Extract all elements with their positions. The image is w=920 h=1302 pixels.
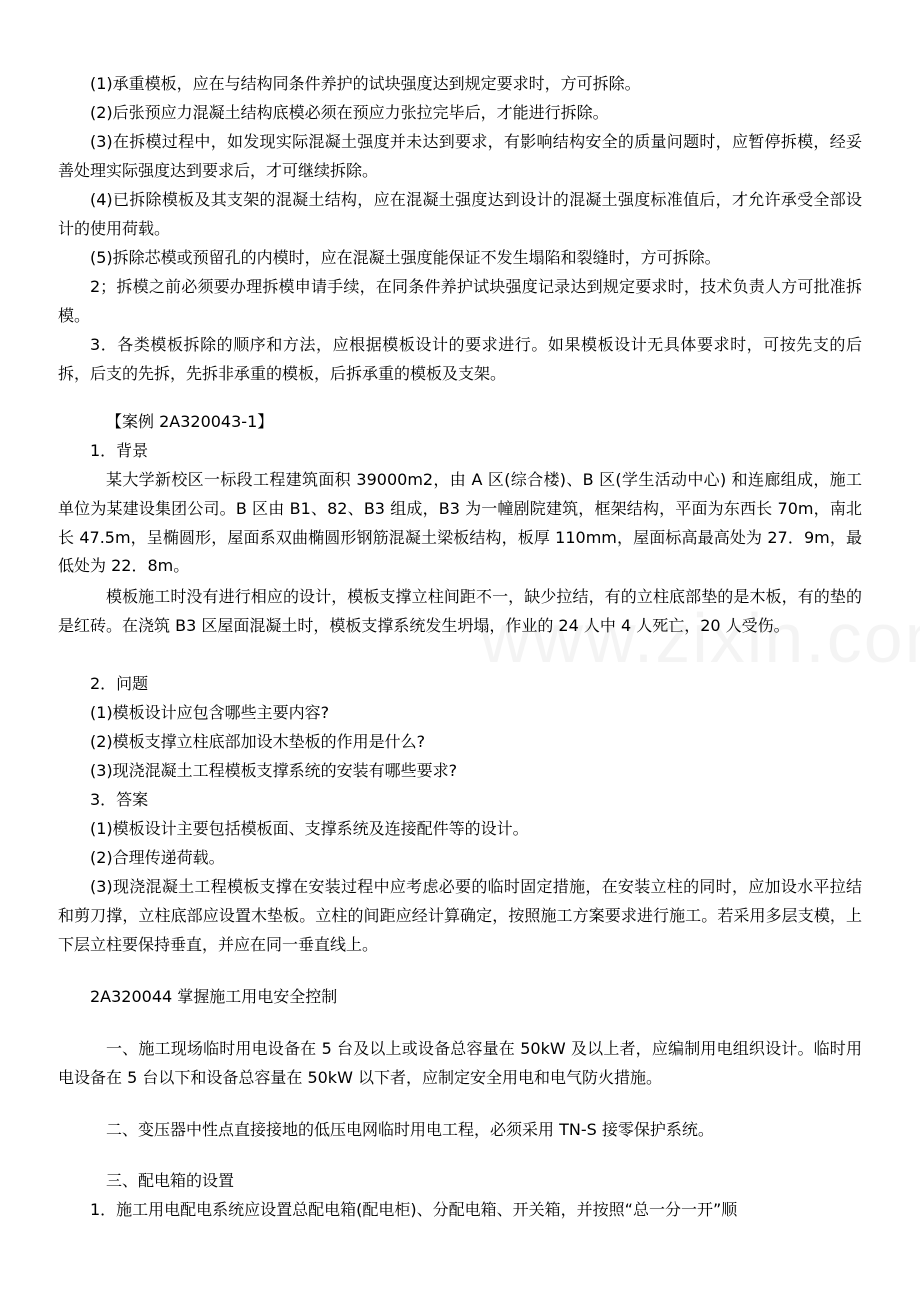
answer-3: (3)现浇混凝土工程模板支撑在安装过程中应考虑必要的临时固定措施，在安装立柱的同时，应加设水平拉结和剪刀撑，立柱底部应设置木垫板。立柱的间距应经计算确定，按照施工方案要求进行施工。若采用多层支模，上下层立柱要保持垂直，并应在同一垂直线上。 [58, 877, 862, 954]
question-2: (2)模板支撑立柱底部加设木垫板的作用是什么? [90, 732, 426, 751]
item-three-point-1: 1．施工用电配电系统应设置总配电箱(配电柜)、分配电箱、开关箱，并按照“总一分一开”顺 [90, 1200, 738, 1219]
paragraph-6: 2；拆模之前必须要办理拆模申请手续，在同条件养护试块强度记录达到规定要求时，技术负责人方可批准拆模。 [58, 277, 862, 325]
case-heading: 【案例 2A320043-1】 [106, 412, 274, 431]
paragraph-background: 某大学新校区一标段工程建筑面积 39000m2，由 A 区(综合楼)、B 区(学生活动中心) 和连廊组成，施工单位为某建设集团公司。B 区由 B1、82、B3 组成，B3 为一幢剧院建筑，框架结构，平面为东西长 70m，南北长 47.5m，呈椭圆形，屋面系双曲椭圆形钢筋混凝土梁板结构，板厚 110mm，屋面标高最高处为 27．9m，最低处为 22．8m。 [58, 470, 862, 576]
item-three-heading: 三、配电箱的设置 [106, 1171, 235, 1190]
paragraph-5: (5)拆除芯模或预留孔的内模时，应在混凝土强度能保证不发生塌陷和裂缝时，方可拆除。 [90, 248, 721, 267]
question-3: (3)现浇混凝土工程模板支撑系统的安装有哪些要求? [90, 761, 458, 780]
section-answers: 3．答案 [90, 790, 149, 809]
item-one: 一、施工现场临时用电设备在 5 台及以上或设备总容量在 50kW 及以上者，应编制用电组织设计。临时用电设备在 5 台以下和设备总容量在 50kW 以下者，应制定安全用电和电气防火措施。 [58, 1039, 862, 1087]
paragraph-incident: 模板施工时没有进行相应的设计，模板支撑立柱间距不一，缺少拉结，有的立柱底部垫的是木板，有的垫的是红砖。在浇筑 B3 区屋面混凝土时，模板支撑系统发生坍塌，作业的 24 人中 4 人死亡，20 人受伤。 [58, 587, 862, 635]
answer-1: (1)模板设计主要包括模板面、支撑系统及连接配件等的设计。 [90, 819, 529, 838]
paragraph-2: (2)后张预应力混凝土结构底模必须在预应力张拉完毕后，才能进行拆除。 [90, 103, 609, 122]
paragraph-7: 3．各类模板拆除的顺序和方法，应根据模板设计的要求进行。如果模板设计无具体要求时，可按先支的后拆，后支的先拆，先拆非承重的模板，后拆承重的模板及支架。 [58, 335, 862, 383]
item-two: 二、变压器中性点直接接地的低压电网临时用电工程，必须采用 TN-S 接零保护系统。 [106, 1120, 714, 1139]
answer-2: (2)合理传递荷载。 [90, 848, 225, 867]
section-title-2a320044: 2A320044 掌握施工用电安全控制 [90, 987, 338, 1006]
section-background: 1．背景 [90, 441, 149, 460]
section-questions: 2．问题 [90, 674, 149, 693]
paragraph-3: (3)在拆模过程中，如发现实际混凝土强度并未达到要求，有影响结构安全的质量问题时，应暂停拆模，经妥善处理实际强度达到要求后，才可继续拆除。 [58, 132, 862, 180]
paragraph-1: (1)承重模板，应在与结构同条件养护的试块强度达到规定要求时，方可拆除。 [90, 74, 641, 93]
paragraph-4: (4)已拆除模板及其支架的混凝土结构，应在混凝土强度达到设计的混凝土强度标准值后，才允许承受全部设计的使用荷载。 [58, 190, 862, 238]
question-1: (1)模板设计应包含哪些主要内容? [90, 703, 330, 722]
